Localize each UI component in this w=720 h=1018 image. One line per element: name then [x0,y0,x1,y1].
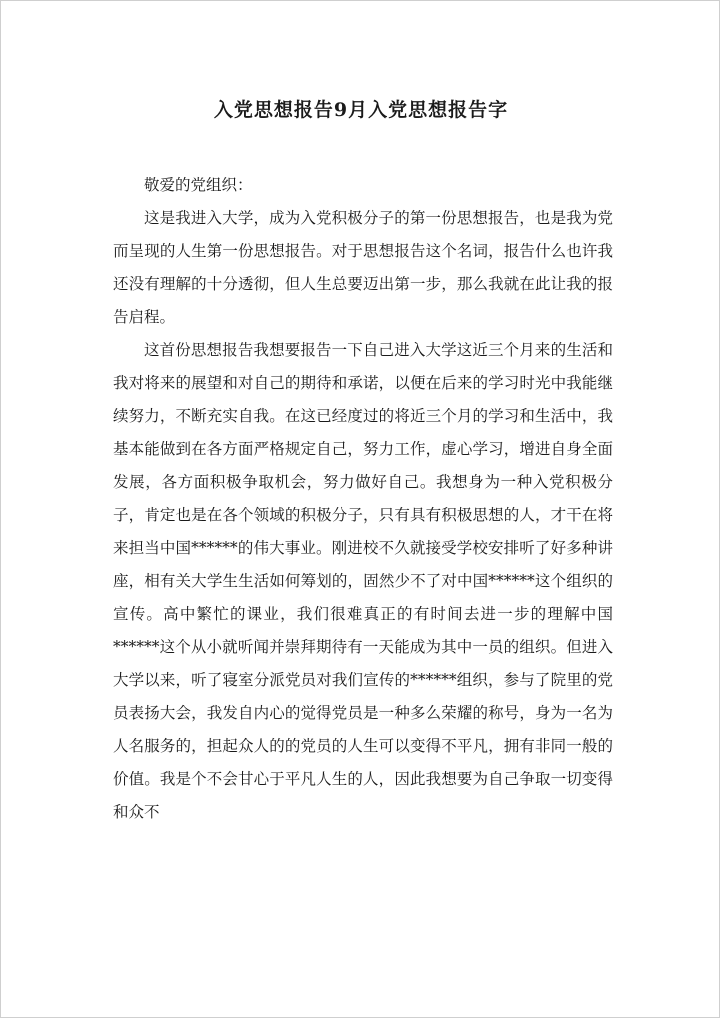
paragraph-1: 这是我进入大学，成为入党积极分子的第一份思想报告，也是我为党而呈现的人生第一份思想报告。对于思想报告这个名词，报告什么也许我还没有理解的十分透彻，但人生总要迈出第一步，那么我就在此让我的报告启程。 [113,209,613,326]
document-body [113,169,613,829]
paragraph-2: 这首份思想报告我想要报告一下自己进入大学这近三个月来的生活和我对将来的展望和对自己的期待和承诺，以便在后来的学习时光中我能继续努力，不断充实自我。在这已经度过的将近三个月的学习和生活中，我基本能做到在各方面严格规定自己，努力工作，虚心学习，增进自身全面发展，各方面积极争取机会，努力做好自己。我想身为一种入党积极分子，肯定也是在各个领域的积极分子，只有具有积极思想的人，才干在将来担当中国******的伟大事业。刚进校不久就接受学校安排听了好多种讲座，相有关大学生生活如何筹划的，固然少不了对中国******这个组织的宣传。高中繁忙的课业，我们很难真正的有时间去进一步的理解中国******这个从小就听闻并崇拜期待有一天能成为其中一员的组织。但进入大学以来，听了寝室分派党员对我们宣传的******组织，参与了院里的党员表扬大会，我发自内心的觉得党员是一种多么荣耀的称号，身为一名为人名服务的，担起众人的的党员的人生可以变得不平凡，拥有非同一般的价值。我是个不会甘心于平凡人生的人，因此我想要为自己争取一切变得和众不 [113,341,613,821]
salutation: 敬爱的党组织： [144,176,253,194]
page-title: 入党思想报告9月入党思想报告字 [213,99,509,121]
